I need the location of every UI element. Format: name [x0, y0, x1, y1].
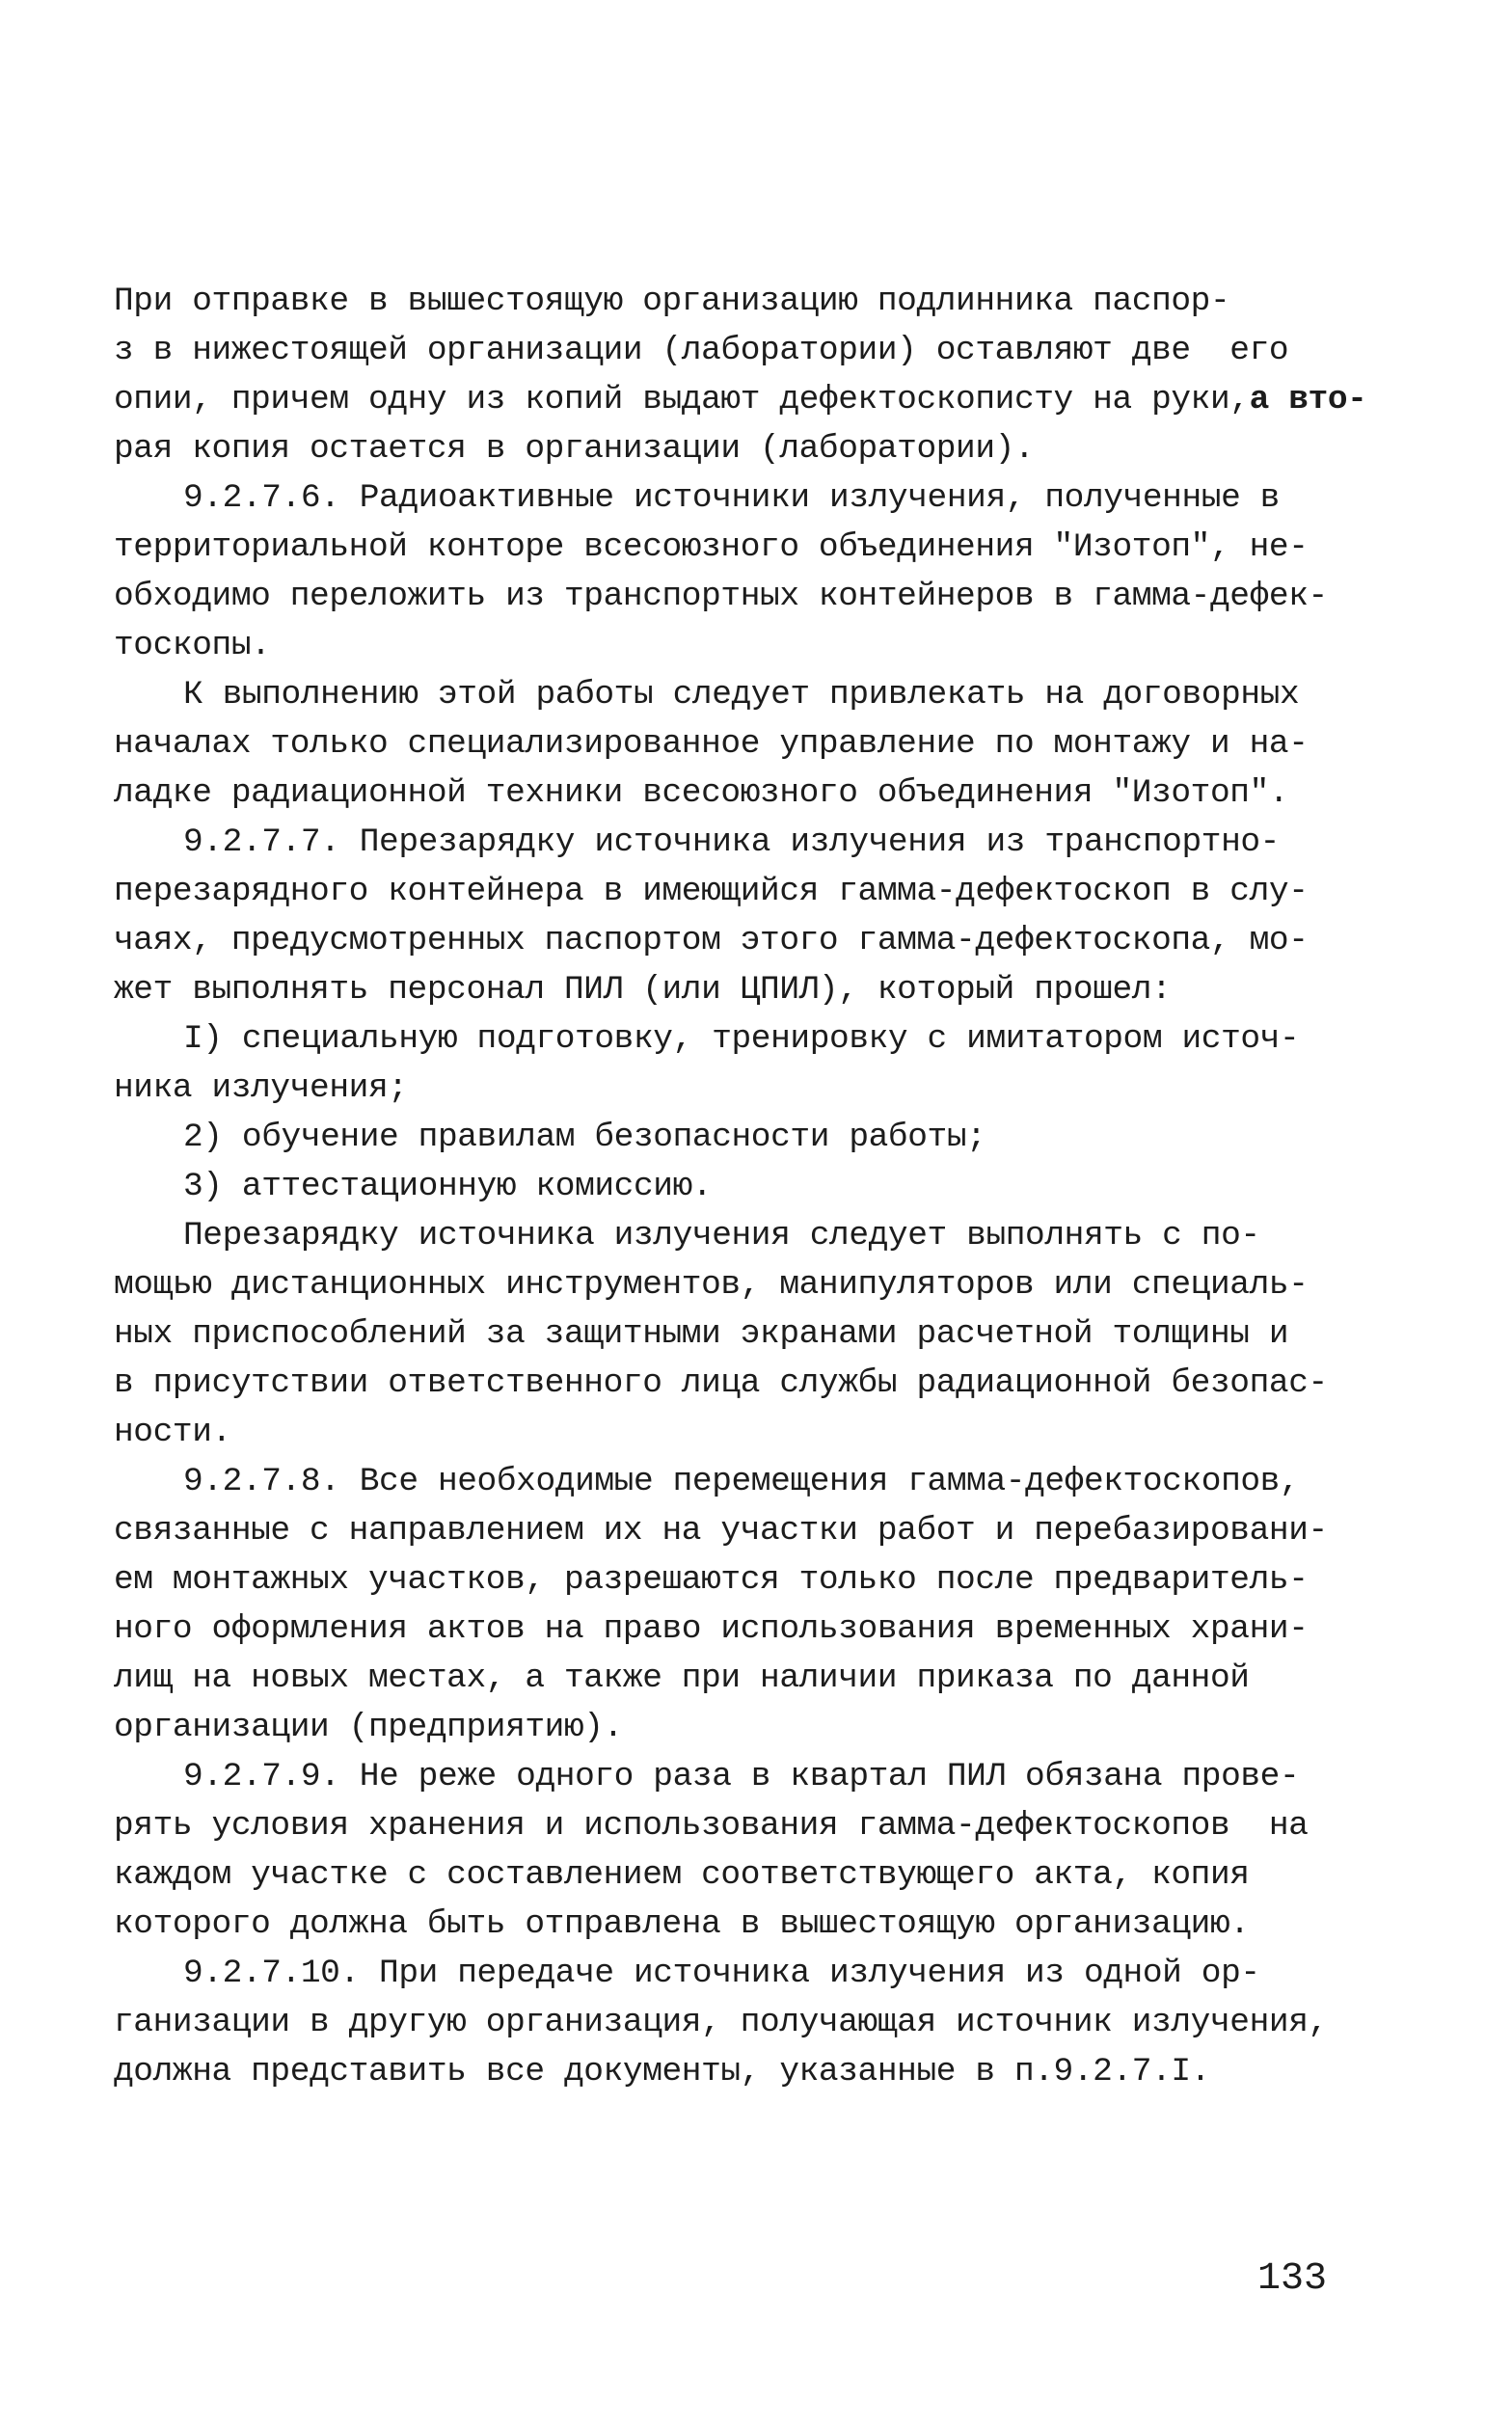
text-line	[114, 1309, 1406, 1359]
text-line-content: I) специальную подготовку, тренировку с имитатором источ-	[183, 1020, 1300, 1058]
text-line-content: 9.2.7.7. Перезарядку источника излучения из транспортно-	[183, 823, 1280, 861]
text-line-content: опии, причем одну из копий выдают дефектоскописту на руки,	[114, 381, 1250, 418]
text-line-content: рять условия хранения и использования гамма-дефектоскопов на	[114, 1807, 1309, 1845]
text-line	[114, 1408, 1406, 1457]
text-line	[114, 1162, 1406, 1211]
text-line-content: ем монтажных участков, разрешаются только после предваритель-	[114, 1561, 1309, 1599]
text-line	[114, 719, 1406, 769]
text-line-content: должна представить все документы, указанные в п.9.2.7.I.	[114, 2053, 1210, 2091]
text-line-content: 9.2.7.6. Радиоактивные источники излучения, полученные в	[183, 479, 1280, 517]
page-number: 133	[1257, 2257, 1328, 2301]
text-line	[114, 818, 1406, 867]
text-line-content: мощью дистанционных инструментов, манипуляторов или специаль-	[114, 1266, 1309, 1304]
text-line	[114, 1457, 1406, 1506]
text-line-content: рая копия остается в организации (лаборатории).	[114, 430, 1035, 468]
text-line-content: каждом участке с составлением соответствующего акта, копия	[114, 1856, 1250, 1894]
text-line	[114, 1850, 1406, 1900]
text-line	[114, 621, 1406, 670]
text-line	[114, 375, 1406, 424]
text-line	[114, 965, 1406, 1014]
text-line-content: з в нижестоящей организации (лаборатории) оставляют две его	[114, 332, 1289, 369]
text-line	[114, 867, 1406, 916]
text-line-tail: а вто-	[1249, 381, 1367, 418]
text-line	[114, 1211, 1406, 1260]
text-line	[114, 916, 1406, 965]
text-line	[114, 1900, 1406, 1949]
text-line	[114, 277, 1406, 326]
document-body	[114, 277, 1406, 2096]
text-line-content: 3) аттестационную комиссию.	[183, 1168, 713, 1205]
text-line	[114, 1605, 1406, 1654]
text-line-content: жет выполнять персонал ПИЛ (или ЦПИЛ), который прошел:	[114, 971, 1172, 1009]
text-line-content: тоскопы.	[114, 627, 271, 664]
text-line-content: ладке радиационной техники всесоюзного объединения "Изотоп".	[114, 774, 1289, 812]
text-line-content: лищ на новых местах, а также при наличии приказа по данной	[114, 1659, 1250, 1697]
text-line-content: организации (предприятию).	[114, 1709, 623, 1746]
text-line-content: началах только специализированное управление по монтажу и на-	[114, 725, 1309, 763]
text-line	[114, 572, 1406, 621]
text-line	[114, 670, 1406, 719]
text-line	[114, 1506, 1406, 1555]
text-line	[114, 1555, 1406, 1605]
text-line	[114, 1801, 1406, 1850]
text-line	[114, 1064, 1406, 1113]
text-line	[114, 1752, 1406, 1801]
text-line	[114, 1998, 1406, 2047]
text-line-content: которого должна быть отправлена в вышестоящую организацию.	[114, 1905, 1250, 1943]
text-line	[114, 473, 1406, 523]
text-line	[114, 1014, 1406, 1064]
text-line-content: При отправке в вышестоящую организацию подлинника паспор-	[114, 283, 1230, 320]
text-line-content: Перезарядку источника излучения следует выполнять с по-	[183, 1217, 1260, 1254]
text-line-content: перезарядного контейнера в имеющийся гамма-дефектоскоп в слу-	[114, 873, 1309, 910]
text-line-content: обходимо переложить из транспортных контейнеров в гамма-дефек-	[114, 578, 1328, 615]
text-line	[114, 424, 1406, 473]
text-line	[114, 1359, 1406, 1408]
text-line	[114, 1260, 1406, 1309]
text-line	[114, 1949, 1406, 1998]
text-line	[114, 1703, 1406, 1752]
text-line	[114, 523, 1406, 572]
text-line-content: ности.	[114, 1414, 231, 1451]
text-line-content: ного оформления актов на право использования временных храни-	[114, 1610, 1309, 1648]
text-line	[114, 1113, 1406, 1162]
text-line	[114, 326, 1406, 375]
text-line-content: территориальной конторе всесоюзного объединения "Изотоп", не-	[114, 528, 1309, 566]
text-line-content: ных приспособлений за защитными экранами расчетной толщины и	[114, 1315, 1289, 1353]
text-line-content: 2) обучение правилам безопасности работы;	[183, 1119, 986, 1156]
text-line-content: чаях, предусмотренных паспортом этого гамма-дефектоскопа, мо-	[114, 922, 1309, 959]
text-line-content: связанные с направлением их на участки работ и перебазировани-	[114, 1512, 1328, 1550]
text-line-content: ганизации в другую организация, получающая источник излучения,	[114, 2004, 1328, 2041]
text-line-content: 9.2.7.9. Не реже одного раза в квартал ПИЛ обязана прове-	[183, 1758, 1300, 1795]
text-line	[114, 1654, 1406, 1703]
text-line-content: 9.2.7.8. Все необходимые перемещения гамма-дефектоскопов,	[183, 1463, 1300, 1500]
text-line	[114, 2047, 1406, 2096]
text-line-content: К выполнению этой работы следует привлекать на договорных	[183, 676, 1300, 714]
text-line-content: в присутствии ответственного лица службы радиационной безопас-	[114, 1364, 1328, 1402]
text-line	[114, 769, 1406, 818]
text-line-content: ника излучения;	[114, 1069, 408, 1107]
text-line-content: 9.2.7.10. При передаче источника излучения из одной ор-	[183, 1955, 1260, 1992]
